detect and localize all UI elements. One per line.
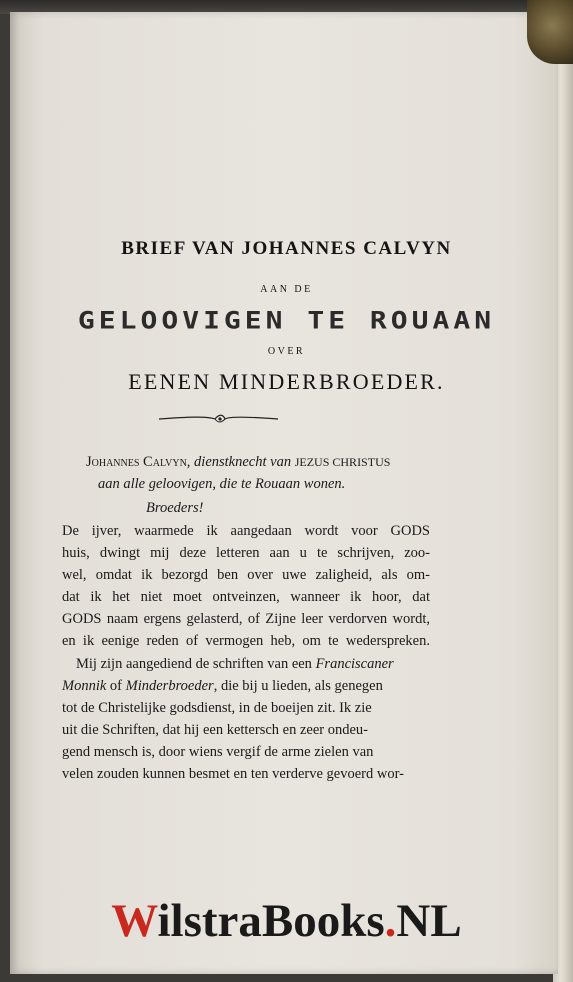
paragraph-1-line: De ijver, waarmede ik aangedaan wordt voor GODS bbox=[62, 523, 430, 539]
paragraph-2-line: uit die Schriften, dat hij een kettersch en zeer ondeu- bbox=[62, 722, 368, 738]
paragraph-1 bbox=[62, 520, 430, 652]
title-line-3: GELOOVIGEN TE ROUAAN bbox=[77, 306, 496, 335]
paragraph-1-line: en ik eenige reden of vermogen heb, om te wederspreken. bbox=[62, 633, 430, 649]
p2-text: of bbox=[106, 678, 126, 694]
greeting: Broeders! bbox=[146, 500, 204, 516]
title-line-4: OVER bbox=[267, 346, 306, 357]
paragraph-2-line: velen zouden kunnen besmet en ten verderve gevoerd wor- bbox=[62, 766, 404, 782]
p2-text: Mij zijn aangediend de schriften van een bbox=[76, 656, 316, 672]
salutation-jezus: JEZUS CHRISTUS bbox=[294, 455, 391, 469]
salutation bbox=[0, 451, 566, 495]
paragraph-2-line bbox=[62, 653, 430, 675]
paragraph-1-line: GODS naam ergens gelasterd, of Zijne leer verdorven wordt, bbox=[62, 611, 430, 627]
paragraph-2-line: gend mensch is, door wiens vergif de arme zielen van bbox=[62, 744, 374, 760]
paragraph-2-line: tot de Christelijke godsdienst, in de boeijen zit. Ik zie bbox=[62, 700, 372, 716]
p2-italic: Minderbroeder bbox=[125, 678, 214, 694]
p2-italic: Franciscaner bbox=[315, 656, 394, 672]
title-line-5: EENEN MINDERBROEDER. bbox=[128, 369, 445, 394]
p2-text: , die bij u lieden, als genegen bbox=[213, 678, 383, 694]
title-line-2: AAN DE bbox=[260, 284, 313, 295]
watermark-logo bbox=[0, 894, 573, 948]
watermark-first-letter: W bbox=[111, 895, 158, 947]
salutation-name: Johannes Calvyn bbox=[86, 454, 187, 470]
paragraph-1-line: dat ik het niet moet ontveinzen, wanneer ik hoor, dat bbox=[62, 589, 430, 605]
paragraph-1-line: huis, dwingt mij deze letteren aan u te schrijven, zoo- bbox=[62, 545, 430, 561]
ornament-divider bbox=[157, 412, 280, 426]
salutation-rest: , dienstknecht van bbox=[186, 454, 295, 470]
paragraph-2 bbox=[62, 653, 430, 785]
watermark-dot: . bbox=[384, 895, 397, 947]
book-clasp bbox=[527, 0, 573, 64]
salutation-line-2: aan alle geloovigen, die te Rouaan wonen. bbox=[98, 476, 346, 492]
p2-italic: Monnik bbox=[62, 678, 107, 694]
watermark-middle: ilstraBooks bbox=[157, 895, 385, 947]
paragraph-1-line: wel, omdat ik bezorgd ben over uwe zaligheid, als om- bbox=[62, 567, 430, 583]
paragraph-2-line bbox=[62, 675, 430, 697]
watermark-end: NL bbox=[396, 895, 462, 947]
title-line-1: BRIEF VAN JOHANNES CALVYN bbox=[121, 238, 452, 259]
